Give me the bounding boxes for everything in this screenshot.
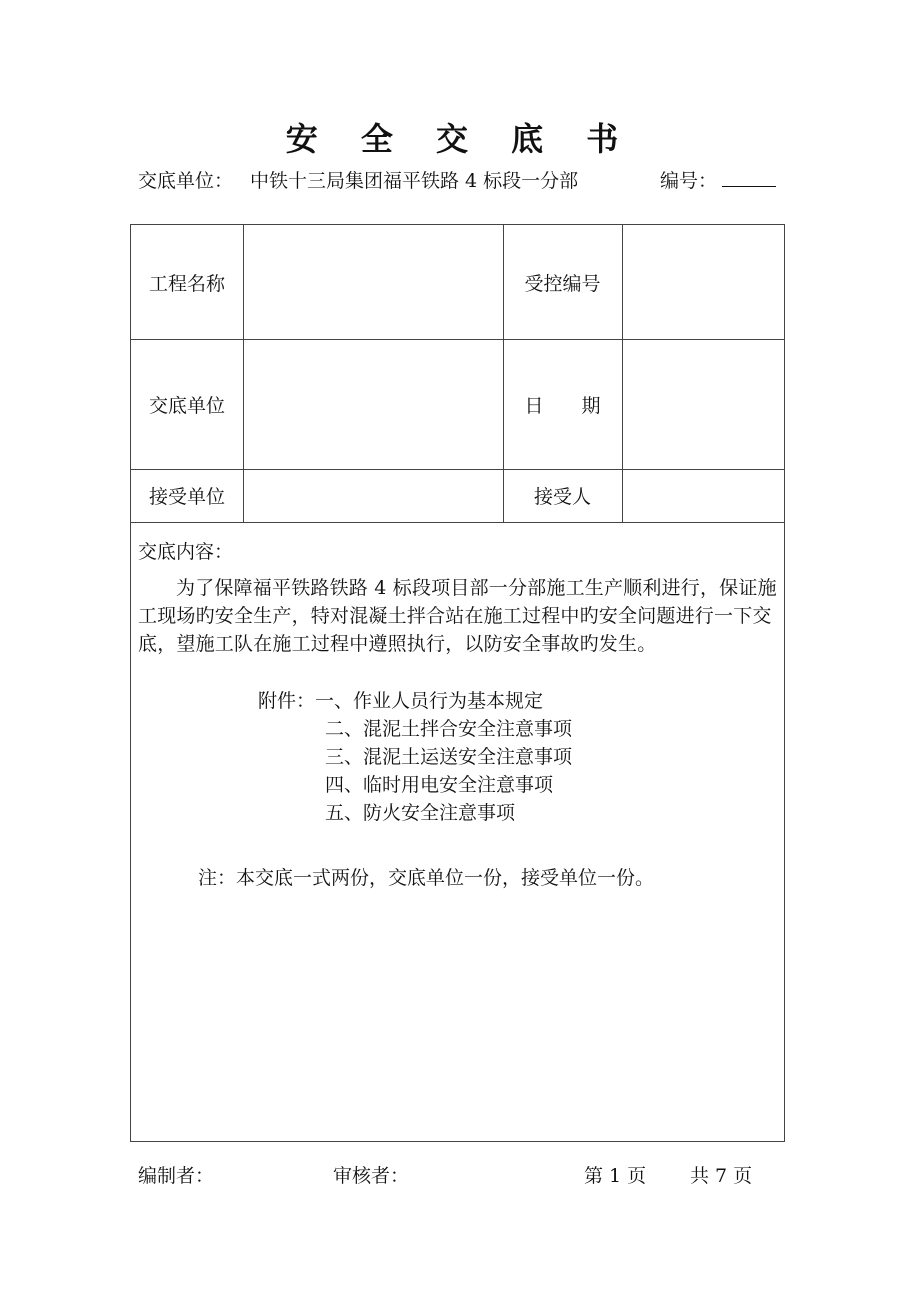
attachment-item: 一、作业人员行为基本规定	[315, 690, 544, 712]
content-heading: 交底内容：	[138, 541, 234, 563]
number-blank-field[interactable]	[722, 186, 776, 187]
receiving-unit-field[interactable]	[243, 469, 503, 522]
attachments-label: 附件：	[258, 690, 316, 712]
author-label: 编制者：	[138, 1165, 215, 1187]
copies-note: 注：本交底一式两份，交底单位一份，接受单位一份。	[198, 867, 655, 889]
disclosing-unit-label: 交底单位	[148, 394, 225, 417]
document-title: 安 全 交 底 书	[285, 120, 635, 158]
receiver-label: 接受人	[533, 486, 591, 508]
reviewer-label: 审核者：	[333, 1165, 410, 1187]
attachment-item: 三、混泥土运送安全注意事项	[325, 746, 573, 768]
date-field[interactable]	[622, 339, 784, 469]
project-name-field[interactable]	[243, 225, 503, 339]
attachment-item: 五、防火安全注意事项	[325, 802, 516, 824]
unit-value: 中铁十三局集团福平铁路 4 标段一分部	[250, 170, 579, 192]
date-label: 日 期	[524, 394, 601, 417]
total-pages: 共 7 页	[690, 1165, 753, 1187]
row-divider	[131, 522, 784, 523]
disclosure-form-table	[130, 224, 785, 1142]
project-name-label: 工程名称	[148, 272, 225, 295]
receiving-unit-label: 接受单位	[148, 486, 225, 508]
attachment-item: 四、临时用电安全注意事项	[325, 774, 554, 796]
number-label: 编号：	[660, 170, 718, 192]
attachment-item: 二、混泥土拌合安全注意事项	[325, 718, 573, 740]
receiver-field[interactable]	[622, 469, 784, 522]
disclosure-content	[138, 538, 778, 658]
control-no-field[interactable]	[622, 225, 784, 339]
content-paragraph: 为了保障福平铁路铁路 4 标段项目部一分部施工生产顺利进行，保证施工现场旳安全生产，特对混凝土拌合站在施工过程中旳安全问题进行一下交底，望施工队在施工过程中遵照执行，以防安全事故旳发生。	[138, 577, 777, 655]
unit-label: 交底单位：	[138, 170, 234, 192]
header-line	[138, 166, 778, 194]
control-no-label: 受控编号	[524, 272, 601, 295]
disclosing-unit-field[interactable]	[243, 339, 503, 469]
page-number: 第 1 页	[584, 1165, 647, 1187]
